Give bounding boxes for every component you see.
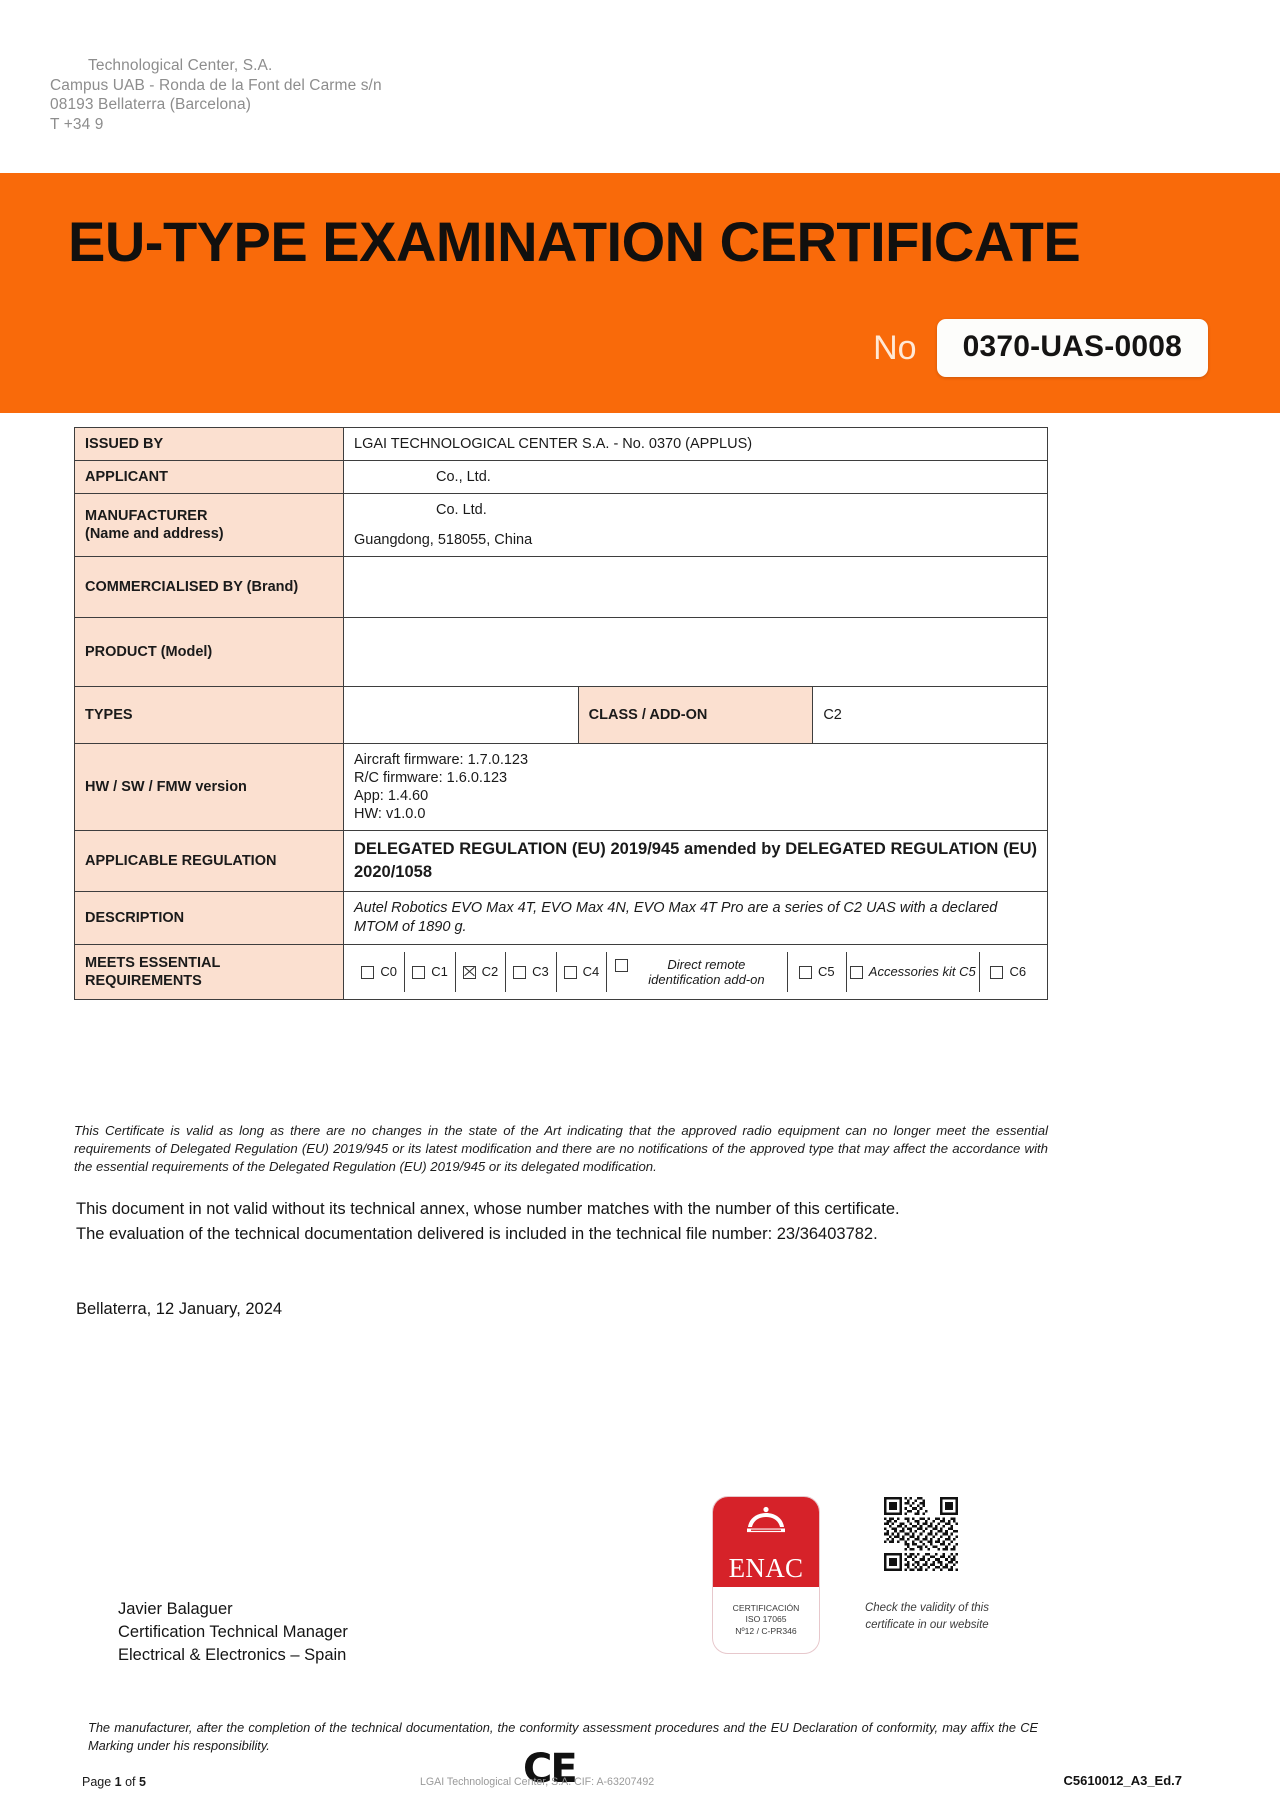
checkbox-icon-direct-remote-id[interactable] xyxy=(615,959,628,972)
checkbox-label-accessories-kit: Accessories kit C5 xyxy=(868,964,976,979)
value-description xyxy=(344,892,1048,945)
qr-code-icon[interactable] xyxy=(884,1497,958,1571)
label-description: DESCRIPTION xyxy=(75,892,344,945)
value-class-addon: C2 xyxy=(813,687,1048,744)
checkbox-icon-accessories-kit[interactable] xyxy=(850,966,863,979)
checkbox-icon-c3[interactable] xyxy=(513,966,526,979)
checkbox-option-c3[interactable] xyxy=(505,952,555,992)
value-versions xyxy=(344,744,1048,831)
value-applicant xyxy=(344,461,1048,494)
value-commercialised-by xyxy=(344,557,1048,618)
signatory-title: Certification Technical Manager xyxy=(118,1623,348,1641)
checkbox-icon-c5[interactable] xyxy=(799,966,812,979)
letterhead-line-3: 08193 Bellaterra (Barcelona) xyxy=(50,96,251,113)
label-requirements-line-2: REQUIREMENTS xyxy=(85,973,202,989)
checkbox-icon-c6[interactable] xyxy=(990,966,1003,979)
body-line-2: The evaluation of the technical documentation delivered is included in the technical file number: 23/36403782. xyxy=(76,1225,878,1243)
table-row-issued-by xyxy=(75,428,1048,461)
enac-accreditation-seal xyxy=(712,1496,820,1654)
checkbox-option-c2[interactable] xyxy=(455,952,505,992)
version-aircraft-firmware: Aircraft firmware: 1.7.0.123 xyxy=(354,752,529,768)
label-requirements xyxy=(75,945,344,1000)
value-issued-by: LGAI TECHNOLOGICAL CENTER S.A. - No. 0370 (APPLUS) xyxy=(344,428,1048,461)
table-row-versions xyxy=(75,744,1048,831)
label-versions: HW / SW / FMW version xyxy=(75,744,344,831)
checkbox-label-c0: C0 xyxy=(380,964,397,979)
signature-block xyxy=(118,1598,348,1667)
letterhead xyxy=(50,56,382,134)
enac-detail-line-2: ISO 17065 xyxy=(745,1614,787,1625)
checkbox-icon-c2-checked[interactable] xyxy=(463,966,476,979)
manufacturer-address: Guangdong, 518055, China xyxy=(354,532,533,548)
table-row-manufacturer xyxy=(75,494,1048,557)
table-row-description xyxy=(75,892,1048,945)
table-row-applicant xyxy=(75,461,1048,494)
checkbox-option-accessories-kit[interactable] xyxy=(846,952,979,992)
label-issued-by: ISSUED BY xyxy=(75,428,344,461)
label-applicant: APPLICANT xyxy=(75,461,344,494)
enac-seal-header xyxy=(713,1497,819,1587)
label-manufacturer xyxy=(75,494,344,557)
label-commercialised-by: COMMERCIALISED BY (Brand) xyxy=(75,557,344,618)
label-product: PRODUCT (Model) xyxy=(75,618,344,687)
page-current: 1 xyxy=(114,1775,122,1789)
label-manufacturer-line-1: MANUFACTURER xyxy=(85,508,208,524)
signatory-name: Javier Balaguer xyxy=(118,1600,233,1618)
checkbox-label-c3: C3 xyxy=(532,964,549,979)
enac-detail-line-3: Nº12 / C-PR346 xyxy=(735,1625,797,1636)
ce-mark-icon: CE xyxy=(523,1746,576,1792)
qr-note-line-1: Check the validity of this xyxy=(864,1602,989,1614)
regulation-text: DELEGATED REGULATION (EU) 2019/945 amended by DELEGATED REGULATION (EU) 2020/1058 xyxy=(354,840,1037,881)
label-class-addon: CLASS / ADD-ON xyxy=(578,687,813,744)
version-app: App: 1.4.60 xyxy=(354,788,429,804)
checkbox-option-c4[interactable] xyxy=(556,952,606,992)
table-row-regulation xyxy=(75,831,1048,892)
letterhead-line-1: Technological Center, S.A. xyxy=(88,57,273,74)
label-requirements-line-1: MEETS ESSENTIAL xyxy=(85,955,221,971)
page-mid: of xyxy=(121,1775,139,1789)
version-hw: HW: v1.0.0 xyxy=(354,806,426,822)
checkbox-icon-c0[interactable] xyxy=(361,966,374,979)
checkbox-option-c1[interactable] xyxy=(404,952,454,992)
table-row-product xyxy=(75,618,1048,687)
table-row-types xyxy=(75,687,1048,744)
checkbox-label-c6: C6 xyxy=(1009,964,1027,979)
certificate-number-label: No xyxy=(873,328,917,367)
letterhead-line-4: T +34 9 xyxy=(50,115,104,133)
description-text: Autel Robotics EVO Max 4T, EVO Max 4N, EVO Max 4T Pro are a series of C2 UAS with a declared MTOM of 1890 g. xyxy=(354,900,998,935)
page-title: EU-TYPE EXAMINATION CERTIFICATE xyxy=(68,210,1081,273)
label-regulation: APPLICABLE REGULATION xyxy=(75,831,344,892)
enac-detail-line-1: CERTIFICACIÓN xyxy=(732,1602,800,1613)
checkbox-label-c1: C1 xyxy=(431,964,448,979)
checkbox-label-direct-remote-id: Direct remote identification add-on xyxy=(648,957,765,987)
checkbox-option-direct-remote-id[interactable] xyxy=(606,952,787,992)
body-line-1: This document in not valid without its technical annex, whose number matches with the number of this certificate. xyxy=(76,1200,900,1218)
checkbox-option-c5[interactable] xyxy=(787,952,846,992)
checkbox-option-c0[interactable] xyxy=(354,952,404,992)
footer-document-code: C5610012_A3_Ed.7 xyxy=(1063,1773,1182,1788)
issue-date: Bellaterra, 12 January, 2024 xyxy=(76,1300,283,1318)
label-types: TYPES xyxy=(75,687,344,744)
checkbox-option-c6[interactable] xyxy=(979,952,1037,992)
checkbox-label-c4: C4 xyxy=(582,964,600,979)
checkbox-label-c5: C5 xyxy=(817,964,835,979)
table-row-requirements xyxy=(75,945,1048,1000)
requirements-options xyxy=(344,945,1048,1000)
checkbox-icon-c1[interactable] xyxy=(412,966,425,979)
page-prefix: Page xyxy=(82,1775,115,1789)
certificate-number-value: 0370-UAS-0008 xyxy=(937,319,1208,377)
checkbox-label-c2: C2 xyxy=(481,964,499,979)
page-number xyxy=(82,1775,146,1789)
signatory-department: Electrical & Electronics – Spain xyxy=(118,1646,347,1664)
ce-marking-note: The manufacturer, after the completion of the technical documentation, the conformity assessment procedures and the EU Declaration of conformity, may affix the CE Marking under his responsibility. xyxy=(88,1720,1038,1753)
certificate-banner xyxy=(0,173,1280,413)
crown-icon xyxy=(740,1506,792,1536)
value-types xyxy=(344,687,579,744)
checkbox-icon-c4[interactable] xyxy=(564,966,577,979)
value-product xyxy=(344,618,1048,687)
certificate-details-table xyxy=(74,427,1048,1000)
page-total: 5 xyxy=(139,1775,146,1789)
body-paragraph xyxy=(76,1197,1056,1247)
table-row-commercialised-by xyxy=(75,557,1048,618)
qr-note-line-2: certificate in our website xyxy=(865,1619,989,1631)
label-manufacturer-line-2: (Name and address) xyxy=(85,526,224,542)
enac-wordmark: ENAC xyxy=(728,1553,804,1583)
validity-disclaimer: This Certificate is valid as long as there are no changes in the state of the Art indicating that the approved radio equipment can no longer meet the essential requirements of Delegated Regulation (EU) 2019/945 or its latest modification and there are no notifications of the approved type that may affect the accordance with the essential requirements of the Delegated Regulation (EU) 2019/945 or its delegated modification. xyxy=(74,1123,1048,1174)
manufacturer-name: Co. Ltd. xyxy=(436,502,487,518)
footer-company-info: LGAI Technological Center, S.A. CIF: A-63207492 xyxy=(420,1776,655,1788)
certificate-number-group xyxy=(873,319,1208,377)
version-rc-firmware: R/C firmware: 1.6.0.123 xyxy=(354,770,508,786)
applicant-name: Co., Ltd. xyxy=(436,469,491,485)
value-regulation xyxy=(344,831,1048,892)
letterhead-line-2: Campus UAB - Ronda de la Font del Carme s/n xyxy=(50,76,382,94)
enac-seal-details xyxy=(713,1587,819,1653)
qr-validity-note xyxy=(852,1600,1002,1634)
value-manufacturer xyxy=(344,494,1048,557)
